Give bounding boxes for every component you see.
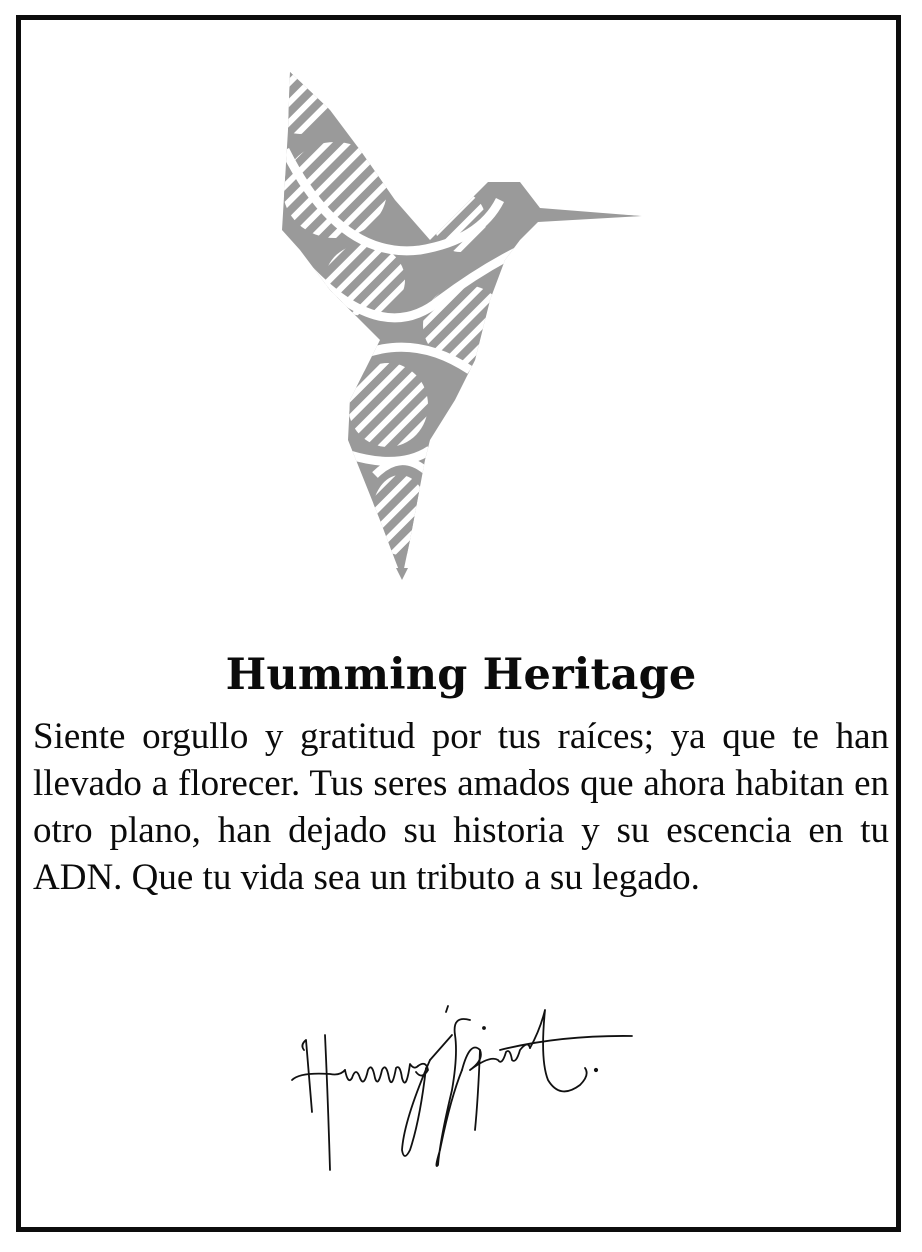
hummingbird-dna-icon: [260, 55, 660, 595]
body-paragraph: Siente orgullo y gratitud por tus raíces; ya que te han llevado a florecer. Tus seres amados que ahora habitan en otro plano, han dejado su historia y su escencia en tu ADN. Que tu vida sea un tributo a su legado.: [33, 716, 889, 898]
document-title: Humming Heritage: [225, 650, 697, 700]
handwritten-signature: [280, 1000, 640, 1180]
